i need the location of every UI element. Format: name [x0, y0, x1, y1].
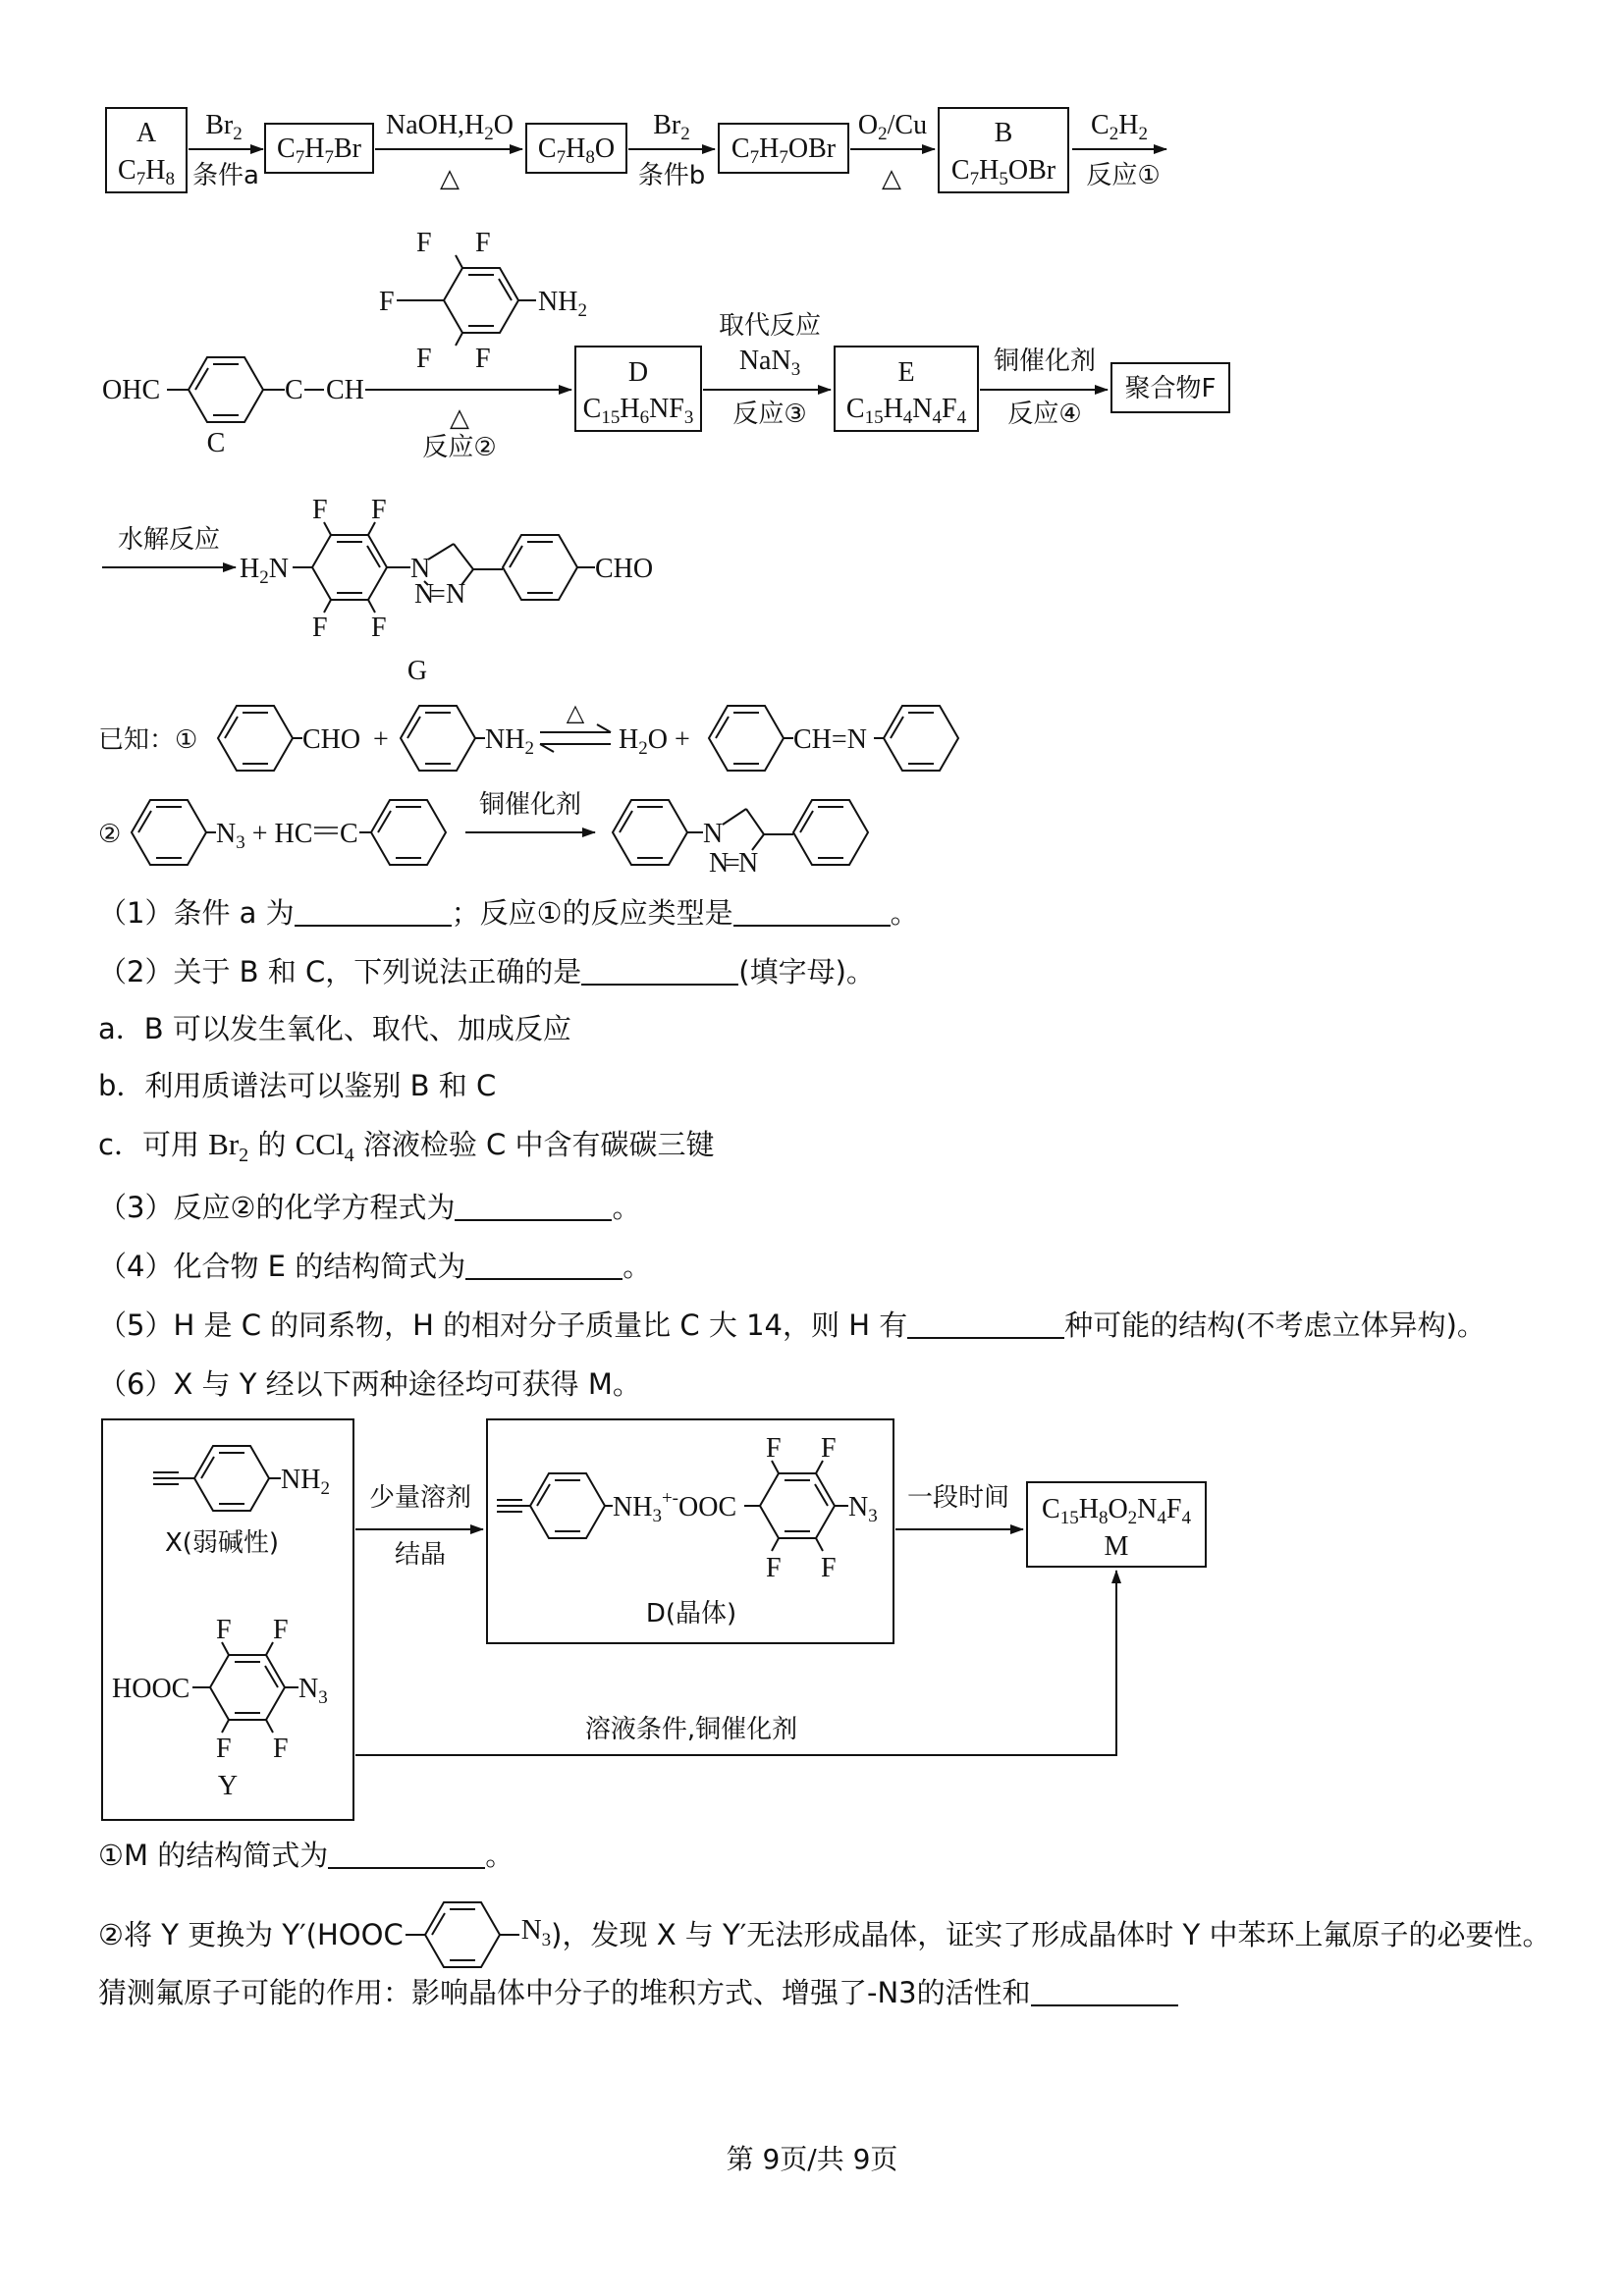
step1-cond: 条件a	[192, 161, 259, 190]
hydrolysis-label: 水解反应	[117, 525, 221, 555]
question-4: （4）化合物 E 的结构简式为 。	[98, 1250, 652, 1283]
svg-text:=: =	[430, 579, 446, 610]
Y-label: Y	[217, 1771, 239, 1801]
svg-text:F: F	[371, 613, 387, 643]
svg-text:CH: CH	[326, 375, 364, 405]
svg-text:②: ②	[98, 820, 122, 849]
svg-text:F: F	[379, 287, 395, 317]
svg-text:F: F	[766, 1433, 782, 1464]
question-6-2: ②将 Y 更换为 Y′(HOOC $N_3$ )，发现 X 与 Y′无法形成晶体，证实了形成晶体时 Y 中苯环上氟原子的必要性。	[98, 1900, 1550, 1969]
known-prefix: 已知：①	[98, 725, 198, 755]
A-formula: $C_7H_8$	[118, 155, 175, 189]
svg-text:N3: $N_3$	[298, 1674, 328, 1708]
svg-text:N: N	[410, 554, 431, 584]
svg-text:F: F	[273, 1734, 289, 1764]
svg-text:NH2: $NH_2$	[538, 287, 587, 321]
scheme-6	[0, 1414, 1624, 1826]
benzene-ring-icon	[404, 1900, 521, 1969]
arrow1-bottom: 结晶	[394, 1540, 447, 1570]
svg-text:NH2: $NH_2$	[485, 724, 534, 759]
option-a: a．B 可以发生氧化、取代、加成反应	[98, 1012, 571, 1045]
step5-reagent: $C_2H_2$	[1091, 110, 1148, 144]
svg-text:F: F	[475, 228, 491, 258]
answer-blank-1a[interactable]	[295, 897, 452, 927]
step2-reagent: $NaOH,H_2O$	[385, 110, 514, 144]
arrow3-label: 溶液条件,铜催化剂	[584, 1715, 798, 1744]
answer-blank-5[interactable]	[907, 1309, 1064, 1339]
step5-cond: 反应①	[1086, 161, 1161, 190]
answer-blank-4[interactable]	[465, 1251, 623, 1280]
r3-top: 取代反应	[718, 311, 822, 341]
svg-text:N: N	[703, 819, 724, 849]
scheme-row-3	[102, 495, 653, 686]
G-benzene	[503, 535, 595, 600]
G-fluoro-ring	[312, 522, 410, 613]
svg-text:F: F	[371, 495, 387, 525]
step4-cond: △	[882, 164, 901, 193]
svg-text:NH2: $NH_2$	[281, 1465, 330, 1499]
question-2: （2）关于 B 和 C，下列说法正确的是 (填字母)。	[98, 955, 875, 988]
svg-text:N3: $N_3$	[848, 1492, 878, 1526]
svg-text:=: =	[725, 848, 740, 879]
question-6-3: 猜测氟原子可能的作用：影响晶体中分子的堆积方式、增强了-N3的活性和	[98, 1973, 1178, 2012]
svg-text:H2N: $H_2N$	[240, 554, 289, 588]
known-reaction-1	[98, 699, 958, 771]
r3-name: 反应③	[732, 400, 807, 429]
svg-text:NH3+-OOC: $NH_3^{+-}OOC$	[613, 1488, 737, 1526]
arrow2-label: 一段时间	[906, 1483, 1010, 1513]
svg-text:F: F	[766, 1553, 782, 1583]
svg-text:F: F	[416, 228, 432, 258]
svg-text:铜催化剂: 铜催化剂	[478, 790, 582, 820]
E-formula: $C_{15}H_4N_4F_4$	[845, 394, 967, 428]
int3-formula: $C_7H_7OBr$	[731, 133, 837, 168]
question-3: （3）反应②的化学方程式为 。	[98, 1191, 641, 1224]
svg-text:F: F	[273, 1615, 289, 1645]
r3-reagent: NaN$_3$	[738, 346, 801, 380]
step2-cond: △	[440, 164, 460, 193]
M-formula: $C_{15}H_8O_2N_4F_4$	[1042, 1494, 1191, 1528]
B-label: B	[994, 118, 1013, 148]
D-crystal-label: D(晶体)	[645, 1599, 737, 1629]
svg-text:F: F	[475, 344, 491, 374]
arrow1-top: 少量溶剂	[368, 1483, 472, 1513]
step1-reagent: $Br_2$	[205, 110, 243, 144]
known-reaction-2	[98, 790, 868, 879]
svg-text:N: N	[709, 848, 730, 879]
svg-text:HOOC: HOOC	[112, 1674, 190, 1704]
E-label: E	[897, 357, 915, 388]
C-benzene	[189, 357, 263, 422]
C-alkyne: C	[285, 375, 303, 405]
svg-text:F: F	[821, 1553, 837, 1583]
F-label: 聚合物F	[1124, 374, 1217, 403]
svg-text:CHO: CHO	[302, 724, 361, 755]
scheme-row-2	[102, 228, 1229, 462]
question-6-1: ①M 的结构简式为 。	[98, 1839, 514, 1872]
r2-cond: △	[450, 403, 469, 433]
svg-text:F: F	[821, 1433, 837, 1464]
svg-text:F: F	[312, 613, 328, 643]
svg-text:C: C	[340, 819, 358, 849]
tetrafluoroaniline	[379, 228, 587, 374]
option-b: b．利用质谱法可以鉴别 B 和 C	[98, 1069, 497, 1102]
scheme-row-1	[106, 108, 1166, 193]
step3-cond: 条件b	[637, 161, 706, 190]
C-label: C	[206, 428, 226, 458]
svg-text:CH=N: CH=N	[793, 724, 867, 755]
X-label: X(弱碱性)	[164, 1528, 280, 1558]
svg-text:H2O +: $H_2O$ +	[619, 724, 690, 759]
answer-blank-2[interactable]	[581, 956, 738, 986]
svg-text:F: F	[216, 1734, 232, 1764]
svg-text:N: N	[738, 848, 759, 879]
D-label: D	[627, 357, 649, 388]
page-footer: 第 9页/共 9页	[726, 2143, 898, 2175]
svg-text:N: N	[414, 579, 435, 610]
int2-formula: $C_7H_8O$	[537, 133, 616, 168]
M-label: M	[1104, 1531, 1129, 1562]
answer-blank-3[interactable]	[455, 1192, 612, 1221]
question-1: （1）条件 a 为 ；反应①的反应类型是 。	[98, 896, 919, 930]
C-cho: OHC	[102, 375, 161, 405]
svg-text:F: F	[416, 344, 432, 374]
r4-reagent: 铜催化剂	[993, 347, 1097, 376]
step3-reagent: $Br_2$	[653, 110, 690, 144]
svg-text:△: △	[566, 699, 585, 726]
B-formula: $C_7H_5OBr$	[950, 155, 1056, 189]
int1-formula: $C_7H_7Br$	[277, 133, 361, 168]
answer-blank-1b[interactable]	[733, 897, 891, 927]
answer-blank-6-1[interactable]	[328, 1840, 485, 1869]
D-formula: $C_{15}H_6NF_3$	[582, 394, 694, 428]
A-label: A	[135, 118, 157, 148]
question-6: （6）X 与 Y 经以下两种途径均可获得 M。	[98, 1367, 641, 1401]
step4-reagent: $O_2/Cu$	[857, 110, 928, 144]
r2-name: 反应②	[422, 433, 497, 462]
r4-name: 反应④	[1007, 400, 1082, 429]
svg-text:F: F	[312, 495, 328, 525]
question-5: （5）H 是 C 的同系物，H 的相对分子质量比 C 大 14，则 H 有 种可能的结构(不考虑立体异构)。	[98, 1308, 1486, 1342]
svg-text:+: +	[373, 724, 389, 755]
answer-blank-6-3[interactable]	[1031, 1977, 1178, 2006]
svg-text:CHO: CHO	[595, 554, 654, 584]
svg-text:N: N	[446, 579, 466, 610]
option-c: c．可用 $Br_2$ 的 CCl$_4$ 溶液检验 C 中含有碳碳三键	[98, 1127, 715, 1167]
G-label: G	[406, 656, 428, 686]
svg-text:N3 + HC: $N_3$ + HC	[216, 819, 313, 853]
svg-text:F: F	[216, 1615, 232, 1645]
